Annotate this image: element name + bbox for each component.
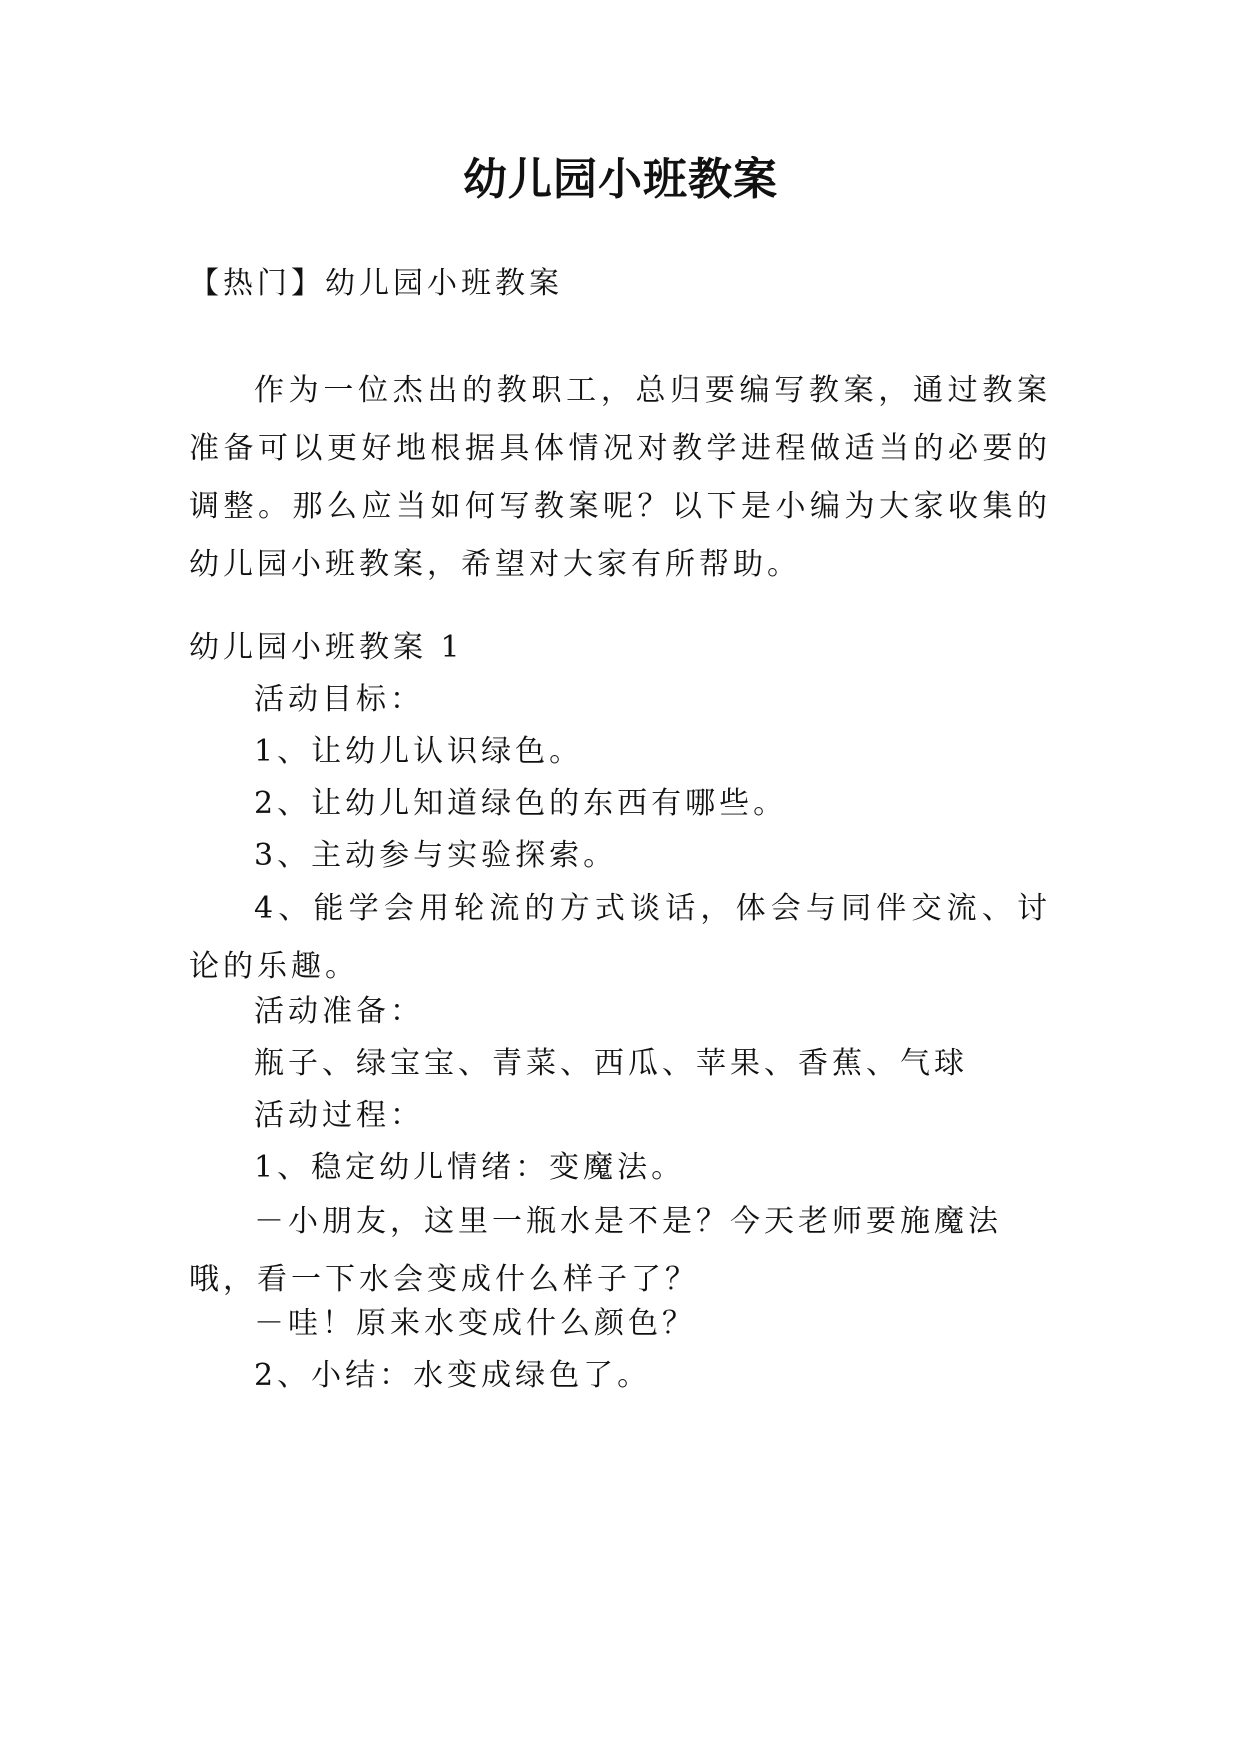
dialog-line-2: －哇！原来水变成什么颜色？: [254, 1306, 696, 1341]
process-step-1: 1、稳定幼儿情绪：变魔法。: [254, 1150, 686, 1185]
hot-line: 【热门】幼儿园小班教案: [189, 266, 563, 301]
goal-item-1: 1、让幼儿认识绿色。: [254, 734, 584, 769]
prep-items: 瓶子、绿宝宝、青菜、西瓜、苹果、香蕉、气球: [254, 1046, 968, 1081]
process-step-2: 2、小结：水变成绿色了。: [254, 1358, 652, 1393]
dialog-line-1: －小朋友，这里一瓶水是不是？今天老师要施魔法哦，看一下水会变成什么样子了？: [189, 1204, 1002, 1297]
intro-paragraph: 作为一位杰出的教职工，总归要编写教案，通过教案准备可以更好地根据具体情况对教学进程做适当的必要的调整。那么应当如何写教案呢？以下是小编为大家收集的幼儿园小班教案，希望对大家有所帮助。: [189, 373, 1051, 582]
goals-label: 活动目标：: [254, 682, 424, 717]
prep-label: 活动准备：: [254, 994, 424, 1029]
goal-item-4: 4、能学会用轮流的方式谈话，体会与同伴交流、讨论的乐趣。: [189, 891, 1051, 984]
goal-item-2: 2、让幼儿知道绿色的东西有哪些。: [254, 786, 788, 821]
goal-item-3: 3、主动参与实验探索。: [254, 838, 618, 873]
document-title: 幼儿园小班教案: [463, 154, 778, 205]
section-heading: 幼儿园小班教案 1: [189, 630, 464, 665]
process-label: 活动过程：: [254, 1098, 424, 1133]
